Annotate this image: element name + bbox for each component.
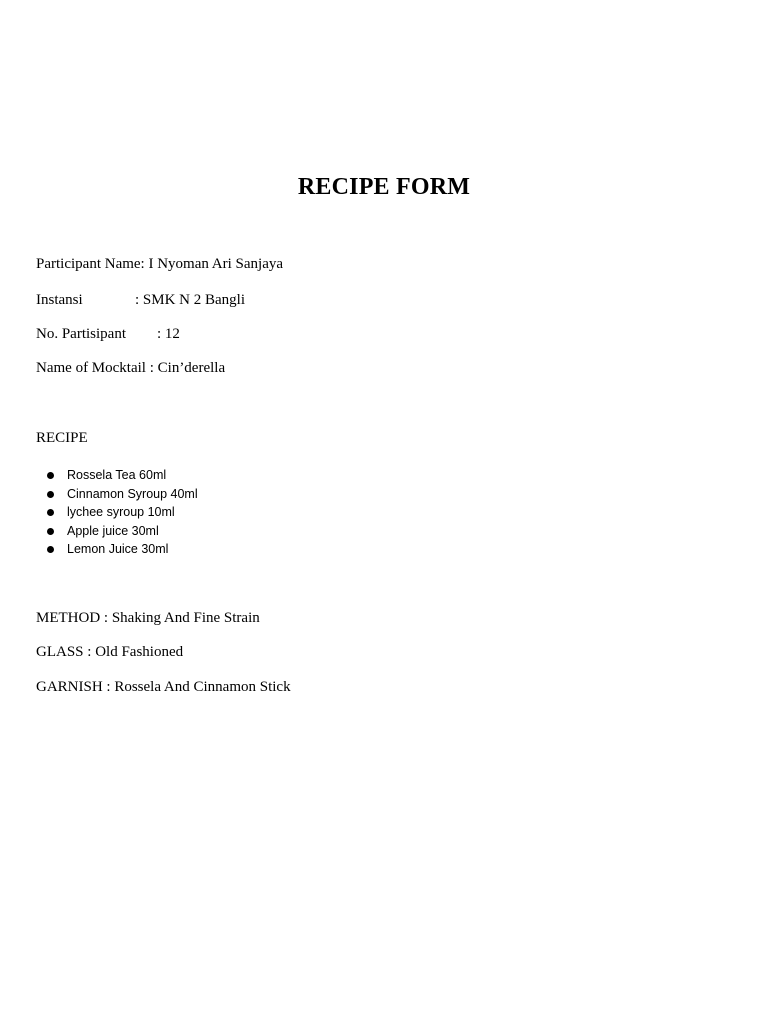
glass-row [36, 644, 183, 661]
bullet-icon [47, 509, 54, 516]
mocktail-name-label: Name of Mocktail : [36, 360, 154, 376]
bullet-icon [47, 546, 54, 553]
mocktail-name-value: Cin’derella [157, 360, 226, 376]
no-partisipant-label: No. Partisipant [36, 326, 126, 342]
list-item [36, 503, 198, 522]
instansi-row [36, 292, 245, 309]
participant-name-value: I Nyoman Ari Sanjaya [148, 256, 284, 272]
method-label: METHOD : [36, 610, 109, 626]
recipe-item-text: Apple juice 30ml [67, 523, 159, 538]
list-item [36, 485, 198, 504]
recipe-item-text: Cinnamon Syroup 40ml [67, 486, 198, 501]
list-item [36, 540, 198, 559]
list-item [36, 522, 198, 541]
mocktail-name-row [36, 360, 225, 377]
list-item [36, 466, 198, 485]
participant-name-label: Participant Name: [36, 256, 145, 272]
glass-value: Old Fashioned [95, 644, 184, 660]
no-partisipant-value: 12 [164, 326, 180, 342]
instansi-label: Instansi [36, 292, 83, 308]
recipe-list [36, 466, 198, 559]
page-title: RECIPE FORM [297, 174, 471, 200]
recipe-item-text: Lemon Juice 30ml [67, 542, 169, 557]
no-partisipant-row [36, 326, 180, 343]
recipe-item-text: lychee syroup 10ml [67, 505, 175, 520]
recipe-item-text: Rossela Tea 60ml [67, 468, 167, 482]
method-row [36, 610, 260, 627]
recipe-heading: RECIPE [36, 430, 88, 446]
bullet-icon [47, 528, 54, 535]
garnish-value: Rossela And Cinnamon Stick [114, 679, 291, 695]
method-value: Shaking And Fine Strain [111, 610, 260, 626]
glass-label: GLASS : [36, 644, 92, 660]
bullet-icon [47, 472, 54, 479]
instansi-value: SMK N 2 Bangli [142, 292, 246, 308]
instansi-separator: : [135, 292, 140, 308]
participant-name-row [36, 256, 283, 273]
bullet-icon [47, 491, 54, 498]
no-partisipant-separator: : [157, 326, 162, 342]
garnish-row [36, 679, 291, 696]
garnish-label: GARNISH : [36, 679, 111, 695]
